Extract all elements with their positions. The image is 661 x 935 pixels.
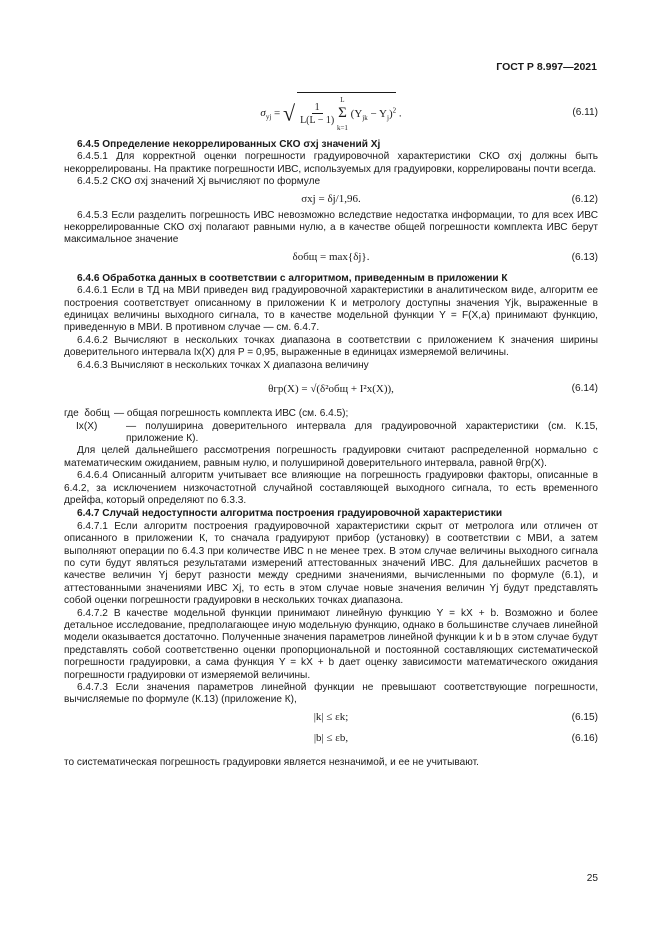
section-heading-6-4-7: 6.4.7 Случай недоступности алгоритма построения градуировочной характеристики	[77, 508, 503, 520]
equation-number: (6.13)	[571, 251, 598, 263]
section-heading-6-4-5: 6.4.5 Определение некоррелированных СКО σxj значений Xj	[77, 139, 381, 150]
equation-number: (6.15)	[571, 711, 598, 723]
equation-number: (6.12)	[571, 193, 598, 205]
paragraph-6-4-6-2: 6.4.6.2 Вычисляют в нескольких точках диапазона в соответствии с приложением К значения ширины доверительного интервала Ix(X) для P = 0,95, выраженные в единицах измеряемой величины.	[64, 334, 598, 359]
paragraph-6-4-6-1: 6.4.6.1 Если в ТД на МВИ приведен вид градуировочной характеристики в аналитическом виде, алгоритм ее построения соответствует описанному в приложении К и метрологу доступны значения Yjk, выраженные в единицах величины выходного сигнала, то в качестве модельной функции Y = F(X,a) принимают функцию, приведенную в МВИ. В противном случае — см. 6.4.7.	[64, 285, 598, 334]
page-number: 25	[586, 873, 598, 884]
equation-6-12: σxj = δj/1,96. (6.12)	[64, 189, 598, 210]
document-header: ГОСТ Р 8.997—2021	[496, 61, 597, 73]
equation-number: (6.16)	[571, 732, 598, 744]
paragraph-6-4-7-1: 6.4.7.1 Если алгоритм построения градуировочной характеристики скрыт от метролога или отличен от описанного в приложении К, то сначала градуируют прибор (установку) в соответствии с МВИ, а затем выполняют операции по 6.4.3 при количестве ИВС n не менее трех. В этом случае величины выходного сигнала по сути будут являться результатами измерений аттестованных значений ИВС. Для дальнейших расчетов в качестве величин Yj берут разности между средними значениями, вычисленными по формуле (6.1), и аттестованными значениями ИВС Xj, то есть в этом случае новые значения величин Yj будут представлять собой оценки погрешности градуировки в нескольких точках диапазона.	[64, 520, 598, 607]
paragraph-6-4-6-4: 6.4.6.4 Описанный алгоритм учитывает все влияющие на погрешность градуировки факторы, описанные в 6.4.2, за исключением низкочастотной случайной составляющей выходного сигнала, то есть временного дрейфа, который определяют по 6.3.3.	[64, 470, 598, 506]
equation-6-13: δобщ = max{δj}. (6.13)	[64, 247, 598, 268]
paragraph-6-4-5-3: 6.4.5.3 Если разделить погрешность ИВС невозможно вследствие недостатка информации, то для всех ИВС некоррелированные СКО σxj полагают равными нулю, а в качестве общей погрешности комплекта ИВС берут максимальное значение	[64, 209, 598, 246]
section-heading-6-4-6: 6.4.6 Обработка данных в соответствии с алгоритмом, приведенным в приложении К	[77, 272, 508, 284]
equation-6-11: $\sigma_{yj}$ = √ $\frac{1}{L(L - 1)}$ L Σ k=1 $(Y_{jk} - Y_j)^2$ . (6.11)	[64, 92, 598, 134]
paragraph-6-4-5-1: 6.4.5.1 Для корректной оценки погрешности градуировочной характеристики СКО σxj должны быть некоррелированы. На практике погрешности ИВС, используемых для градуировки, коррелированы почти всегда.	[64, 151, 598, 175]
definitions-list	[64, 408, 598, 445]
paragraph-6-4-7-2: 6.4.7.2 В качестве модельной функции принимают линейную функцию Y = kX + b. Возможно и более детальное исследование, предполагающее иную модельную функцию, однако в большинстве случаев линейной модели оказывается достаточно. Полученные значения параметров линейной функции k и b в этом случае будут представлять собой соответственно оценки пропорциональной и постоянной составляющих систематической погрешности градуировки, а сама функция Y = kX + b дает оценку зависимости математического ожидания погрешности градуировки от измеряемой величины.	[64, 607, 598, 681]
eq-611-left: $\sigma_{yj}$	[260, 107, 272, 122]
equation-6-16: |b| ≤ εb, (6.16)	[64, 728, 598, 749]
equation-6-14: θгр(X) = √(δ²общ + I²x(X)), (6.14)	[64, 372, 598, 406]
paragraph-6-4-7-3: 6.4.7.3 Если значения параметров линейной функции не превышают соответствующие погрешности, вычисляемые по формуле (К.13) (приложение К),	[64, 682, 598, 706]
equation-number: (6.14)	[571, 383, 598, 395]
paragraph-distribution: Для целей дальнейшего рассмотрения погрешность градуировки считают распределенной нормально с математическим ожиданием, равным нулю, и полушириной доверительного интервала, равной θгр(X).	[64, 445, 598, 469]
definition-row: где δобщ — общая погрешность комплекта ИВС (см. 6.4.5);	[64, 408, 349, 420]
equation-6-15: |k| ≤ εk; (6.15)	[64, 707, 598, 728]
document-body	[64, 92, 598, 769]
paragraph-6-4-5-2: 6.4.5.2 СКО σxj значений Xj вычисляют по формуле	[77, 176, 321, 188]
paragraph-final: то систематическая погрешность градуировки является незначимой, и ее не учитывают.	[64, 756, 479, 768]
equation-number: (6.11)	[572, 107, 598, 118]
paragraph-6-4-6-3: 6.4.6.3 Вычисляют в нескольких точках X диапазона величину	[77, 359, 369, 371]
definition-row: Ix(X) — полуширина доверительного интервала для градуировочной характеристики (см. К.15, приложение К).	[76, 420, 598, 444]
